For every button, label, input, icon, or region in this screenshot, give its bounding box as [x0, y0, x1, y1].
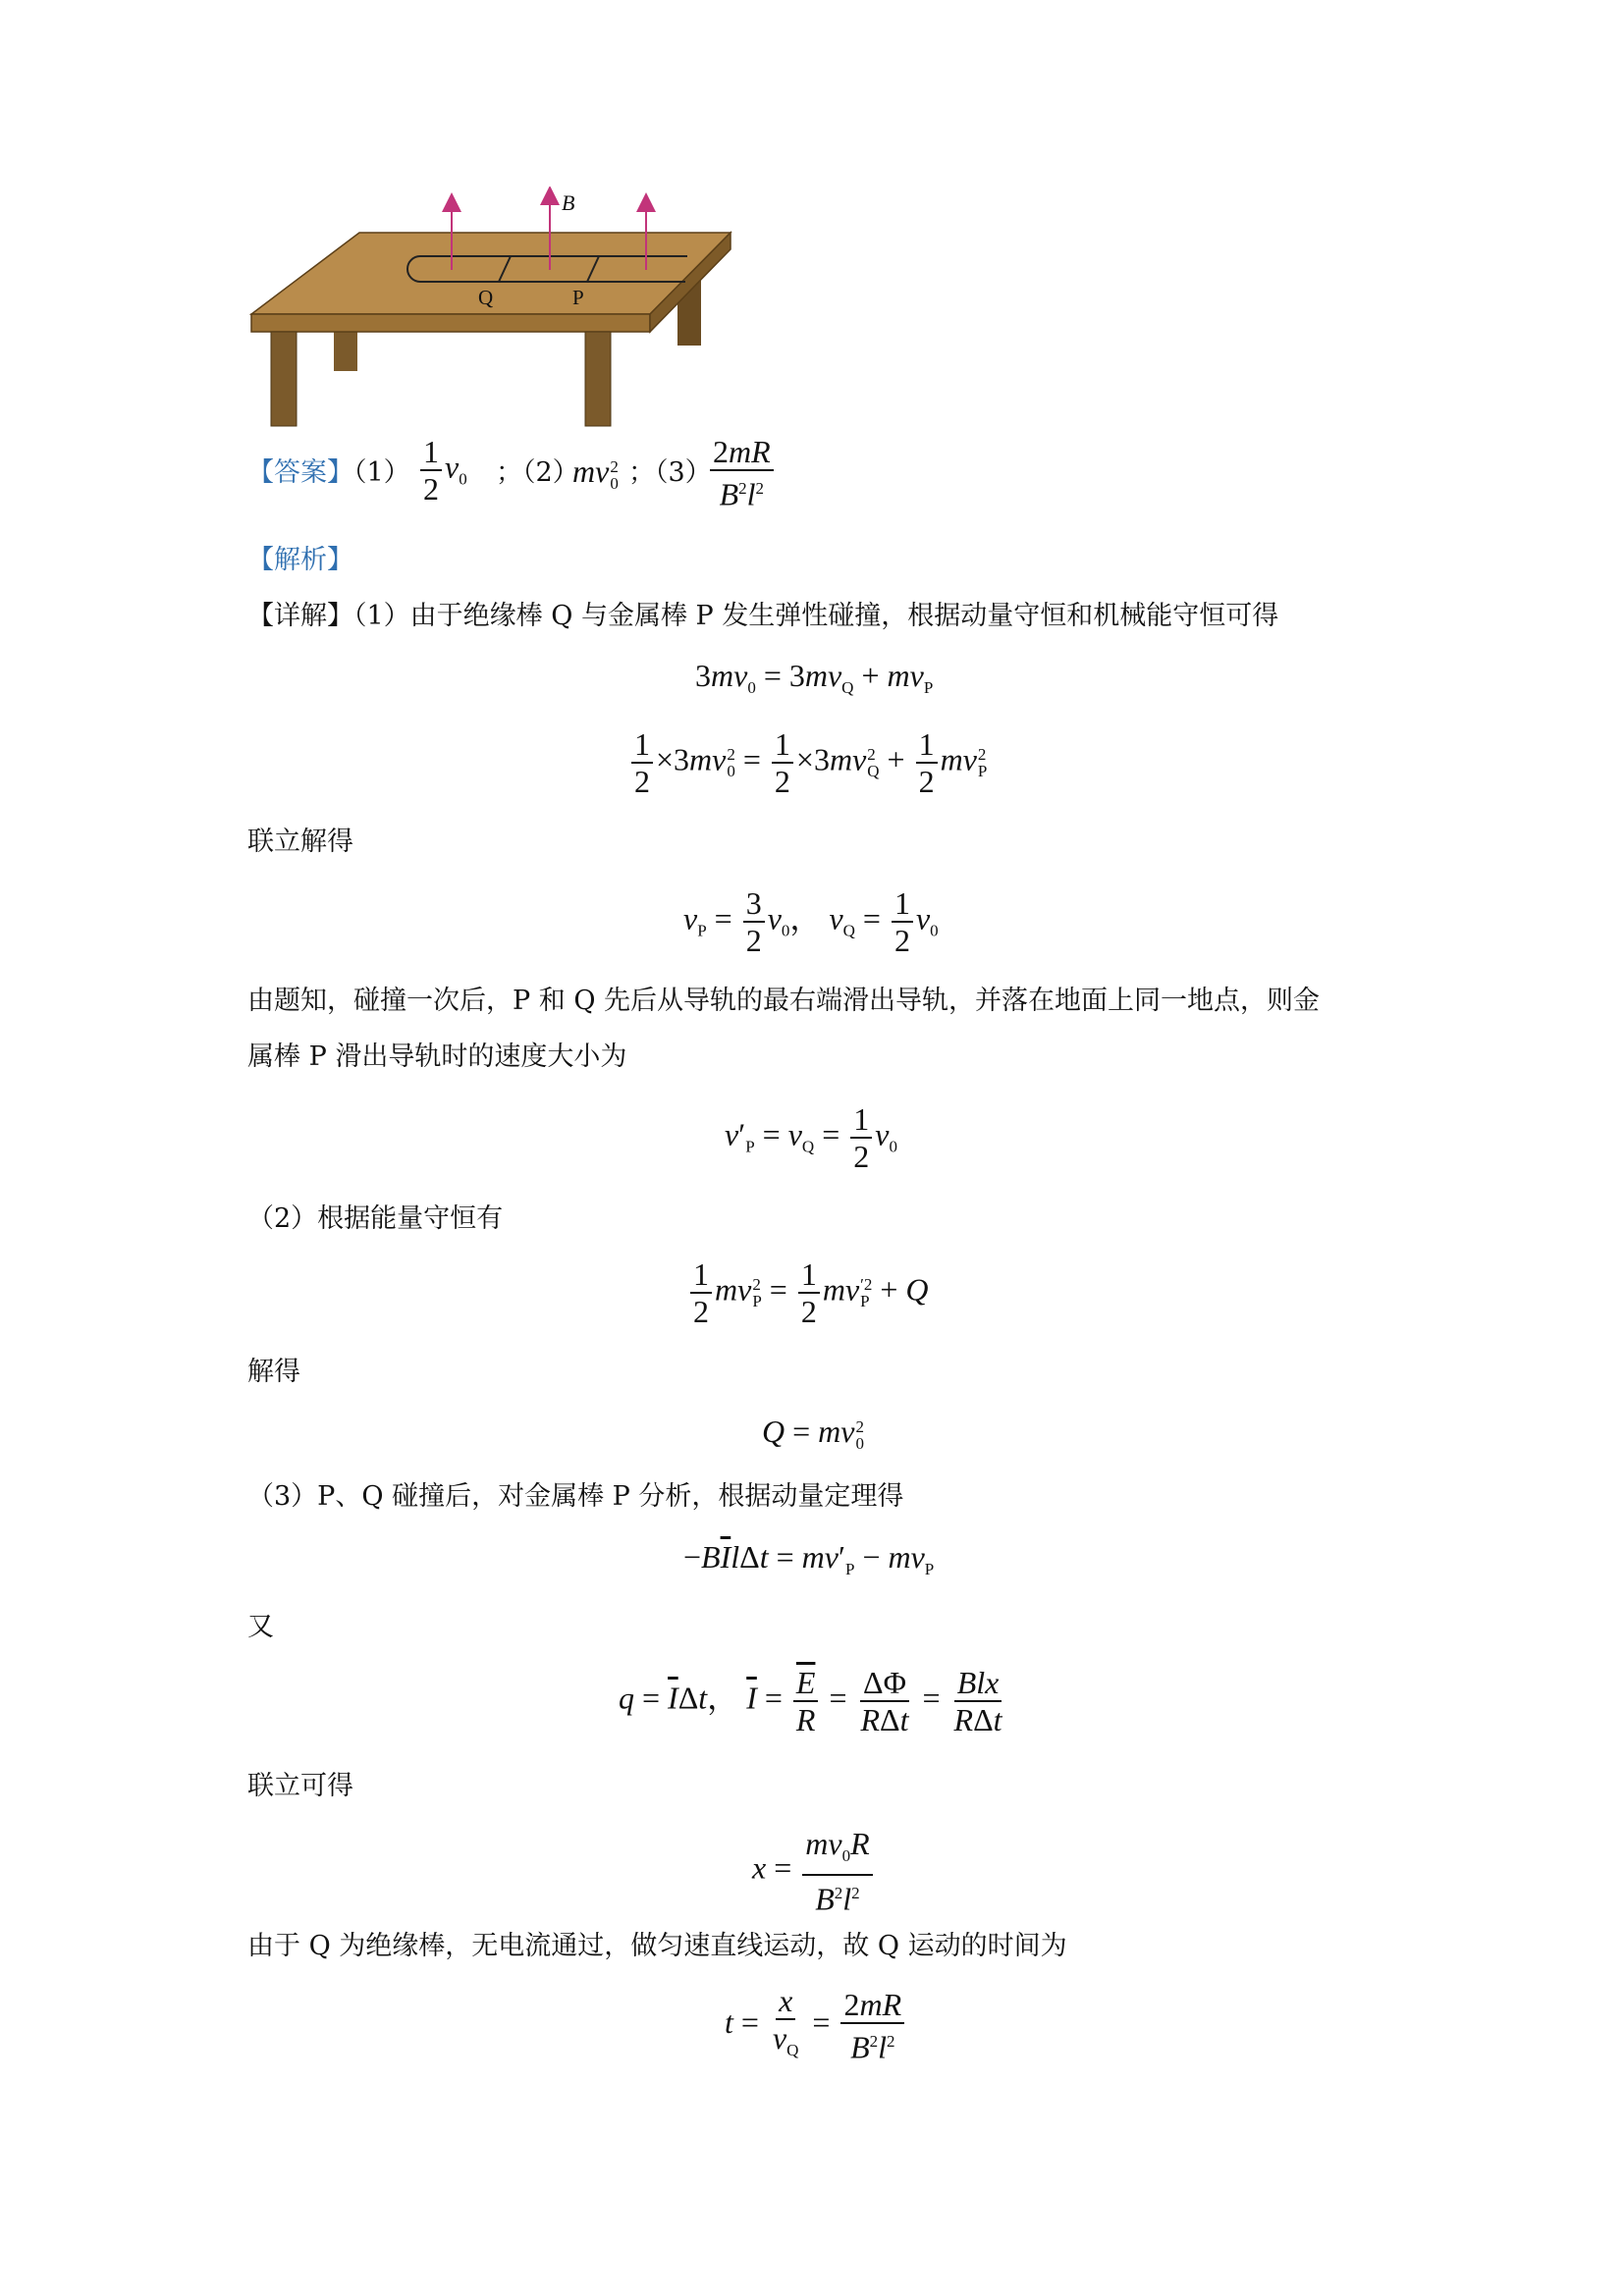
detail-intro-line: [247, 597, 1278, 636]
answer-part3-label: ；（3）: [628, 457, 712, 488]
equation-momentum: $3mv_0 = 3mv_Q + mv_P$: [695, 658, 934, 697]
label-B: B: [562, 190, 575, 215]
detail-tag: 【详解】: [247, 601, 353, 631]
context-line-2: 属棒 P 滑出导轨时的速度大小为: [247, 1041, 627, 1072]
equation-impulse: $-B\overline{I}l\Delta t = mv'_P - mv_P$: [683, 1539, 935, 1578]
answer-part1-label: （1）: [353, 457, 410, 488]
answer-2-formula: mv 2 0: [572, 454, 619, 493]
part2-text: （2）根据能量守恒有: [247, 1203, 504, 1234]
context-line-1: 由题知，碰撞一次后，P 和 Q 先后从导轨的最右端滑出导轨，并落在地面上同一地点，则金: [247, 986, 1321, 1016]
figure-table-diagram: [245, 187, 746, 432]
answer-1-formula: $\frac{1}{2}$ $v_0$: [417, 434, 467, 507]
table-front-edge: [251, 314, 650, 332]
also-text: 又: [247, 1612, 274, 1642]
answer-tag: 【答案】: [247, 457, 353, 488]
equation-time: t = $\frac{x}{v_Q}$ = $\frac{2mR}{B^2l^2}$: [725, 1983, 907, 2068]
label-P: P: [572, 286, 584, 309]
equation-velocities: $v_P$ = $\frac{3}{2}$ $v_0$， $v_Q$ = $\frac{1}{2}$ $v_0$: [683, 885, 939, 958]
equation-exit-speed: $v'_P = v_Q$ = $\frac{1}{2}$ $v_0$: [725, 1101, 897, 1174]
equation-heat: Q = mv 2 0: [762, 1414, 864, 1453]
equation-displacement: x = $\frac{mv_0R}{B^2l^2}$: [752, 1826, 876, 1917]
solve-text-2: 解得: [247, 1357, 300, 1387]
solve-text-3: 联立可得: [247, 1771, 353, 1801]
part3-text: （3）P、Q 碰撞后，对金属棒 P 分析，根据动量定理得: [247, 1481, 904, 1512]
detail-intro: （1）由于绝缘棒 Q 与金属棒 P 发生弹性碰撞，根据动量守恒和机械能守恒可得: [353, 601, 1279, 631]
equation-energy-conservation: $\frac{1}{2}$ mv 2 P = $\frac{1}{2}$ mv ′2 P + Q: [687, 1256, 929, 1329]
table-leg: [585, 332, 611, 426]
answer-line: [247, 454, 410, 493]
answer-3-formula: $\frac{2mR}{B^2l^2}$: [707, 434, 777, 512]
table-leg: [271, 332, 297, 426]
answer-part2-label: ；（2）: [496, 457, 579, 488]
equation-energy: $\frac{1}{2}$ ×3mv 2 0 = $\frac{1}{2}$ ×3mv 2 Q + $\frac{1}{2}$ mv 2 P: [628, 726, 987, 799]
context-line-3: 由于 Q 为绝缘棒，无电流通过，做匀速直线运动，故 Q 运动的时间为: [247, 1931, 1067, 1961]
label-Q: Q: [478, 286, 494, 309]
analysis-tag: 【解析】: [247, 545, 353, 575]
solve-text-1: 联立解得: [247, 827, 353, 857]
equation-charge-current: $q = \overline{I}\Delta t$， $\overline{I}$ = $\frac{\overline{E}}{R}$ = $\frac{\Delta\Phi}{\text{RΔt}}$ = $\frac{\text{Blx}}{\text{RΔt}}$: [619, 1665, 1002, 1737]
